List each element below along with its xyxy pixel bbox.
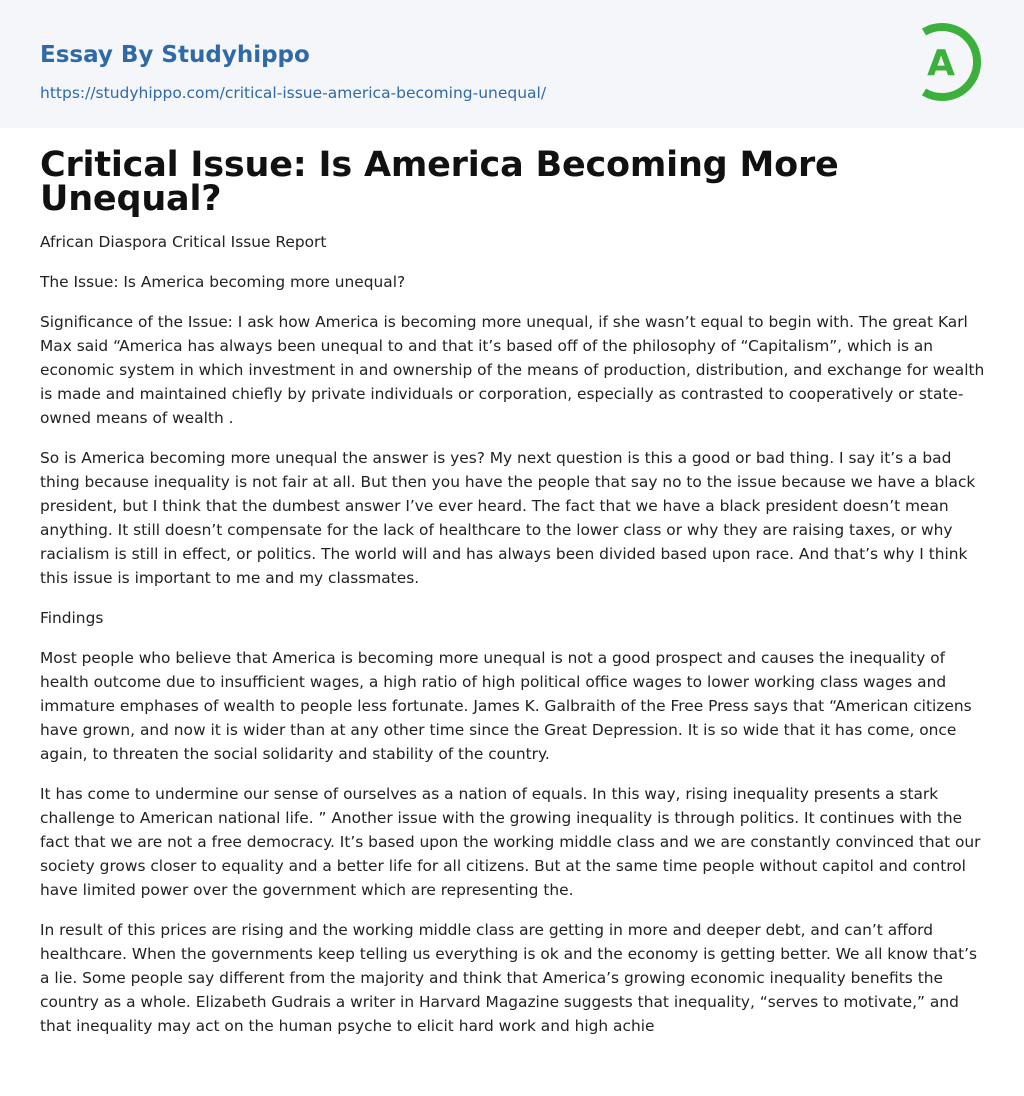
article-paragraph: Significance of the Issue: I ask how America is becoming more unequal, if she wasn’t equal to begin with. The great Karl Max said “America has always been unequal to and that it’s based off of the philosophy of “Capitalism”, which is an economic system in which investment in and ownership of the means of production, distribution, and exchange for wealth is made and maintained chiefly by private individuals or corporation, especially as contrasted to cooperatively or state-owned means of wealth . <box>40 313 985 427</box>
article <box>40 145 988 1038</box>
brand-title[interactable]: Essay By Studyhippo <box>40 42 310 68</box>
article-paragraph: African Diaspora Critical Issue Report <box>40 233 327 251</box>
article-paragraph: It has come to undermine our sense of ourselves as a nation of equals. In this way, rising inequality presents a stark challenge to American national life. ” Another issue with the growing inequality is through politics. It continues with the fact that we are not a free democracy. It’s based upon the working middle class and we are constantly convinced that our society grows closer to equality and a better life for all citizens. But at the same time people without capitol and control have limited power over the government which are representing the. <box>40 785 981 899</box>
article-title: Critical Issue: Is America Becoming More Unequal? <box>40 145 839 219</box>
essay-url-link[interactable]: https://studyhippo.com/critical-issue-america-becoming-unequal/ <box>40 84 547 102</box>
article-paragraph: The Issue: Is America becoming more unequal? <box>40 273 406 291</box>
article-paragraph: So is America becoming more unequal the answer is yes? My next question is this a good or bad thing. I say it’s a bad thing because inequality is not fair at all. But then you have the people that say no to the issue because we have a black president, but I think that the dumbest answer I’ve ever heard. The fact that we have a black president doesn’t mean anything. It still doesn’t compensate for the lack of healthcare to the lower class or why they are raising taxes, or why racialism is still in effect, or politics. The world will and has always been divided based upon race. And that’s why I think this issue is important to me and my classmates. <box>40 449 976 587</box>
article-paragraph: Most people who believe that America is becoming more unequal is not a good prospect and causes the inequality of health outcome due to insufficient wages, a high ratio of high political office wages to lower working class wages and immature emphases of wealth to people less fortunate. James K. Galbraith of the Free Press says that “American citizens have grown, and now it is wider than at any other time since the Great Depression. It is so wide that it has come, once again, to threaten the social solidarity and stability of the country. <box>40 649 972 763</box>
studyhippo-logo-icon[interactable] <box>912 18 988 106</box>
logo-letter: A <box>927 43 955 84</box>
article-paragraph: In result of this prices are rising and the working middle class are getting in more and deeper debt, and can’t afford healthcare. When the governments keep telling us everything is ok and the economy is getting better. We all know that’s a lie. Some people say different from the majority and think that America’s growing economic inequality benefits the country as a whole. Elizabeth Gudrais a writer in Harvard Magazine suggests that inequality, “serves to motivate,” and that inequality may act on the human psyche to elicit hard work and high achie <box>40 921 978 1035</box>
site-header <box>0 0 1024 128</box>
section-heading-findings: Findings <box>40 609 104 627</box>
